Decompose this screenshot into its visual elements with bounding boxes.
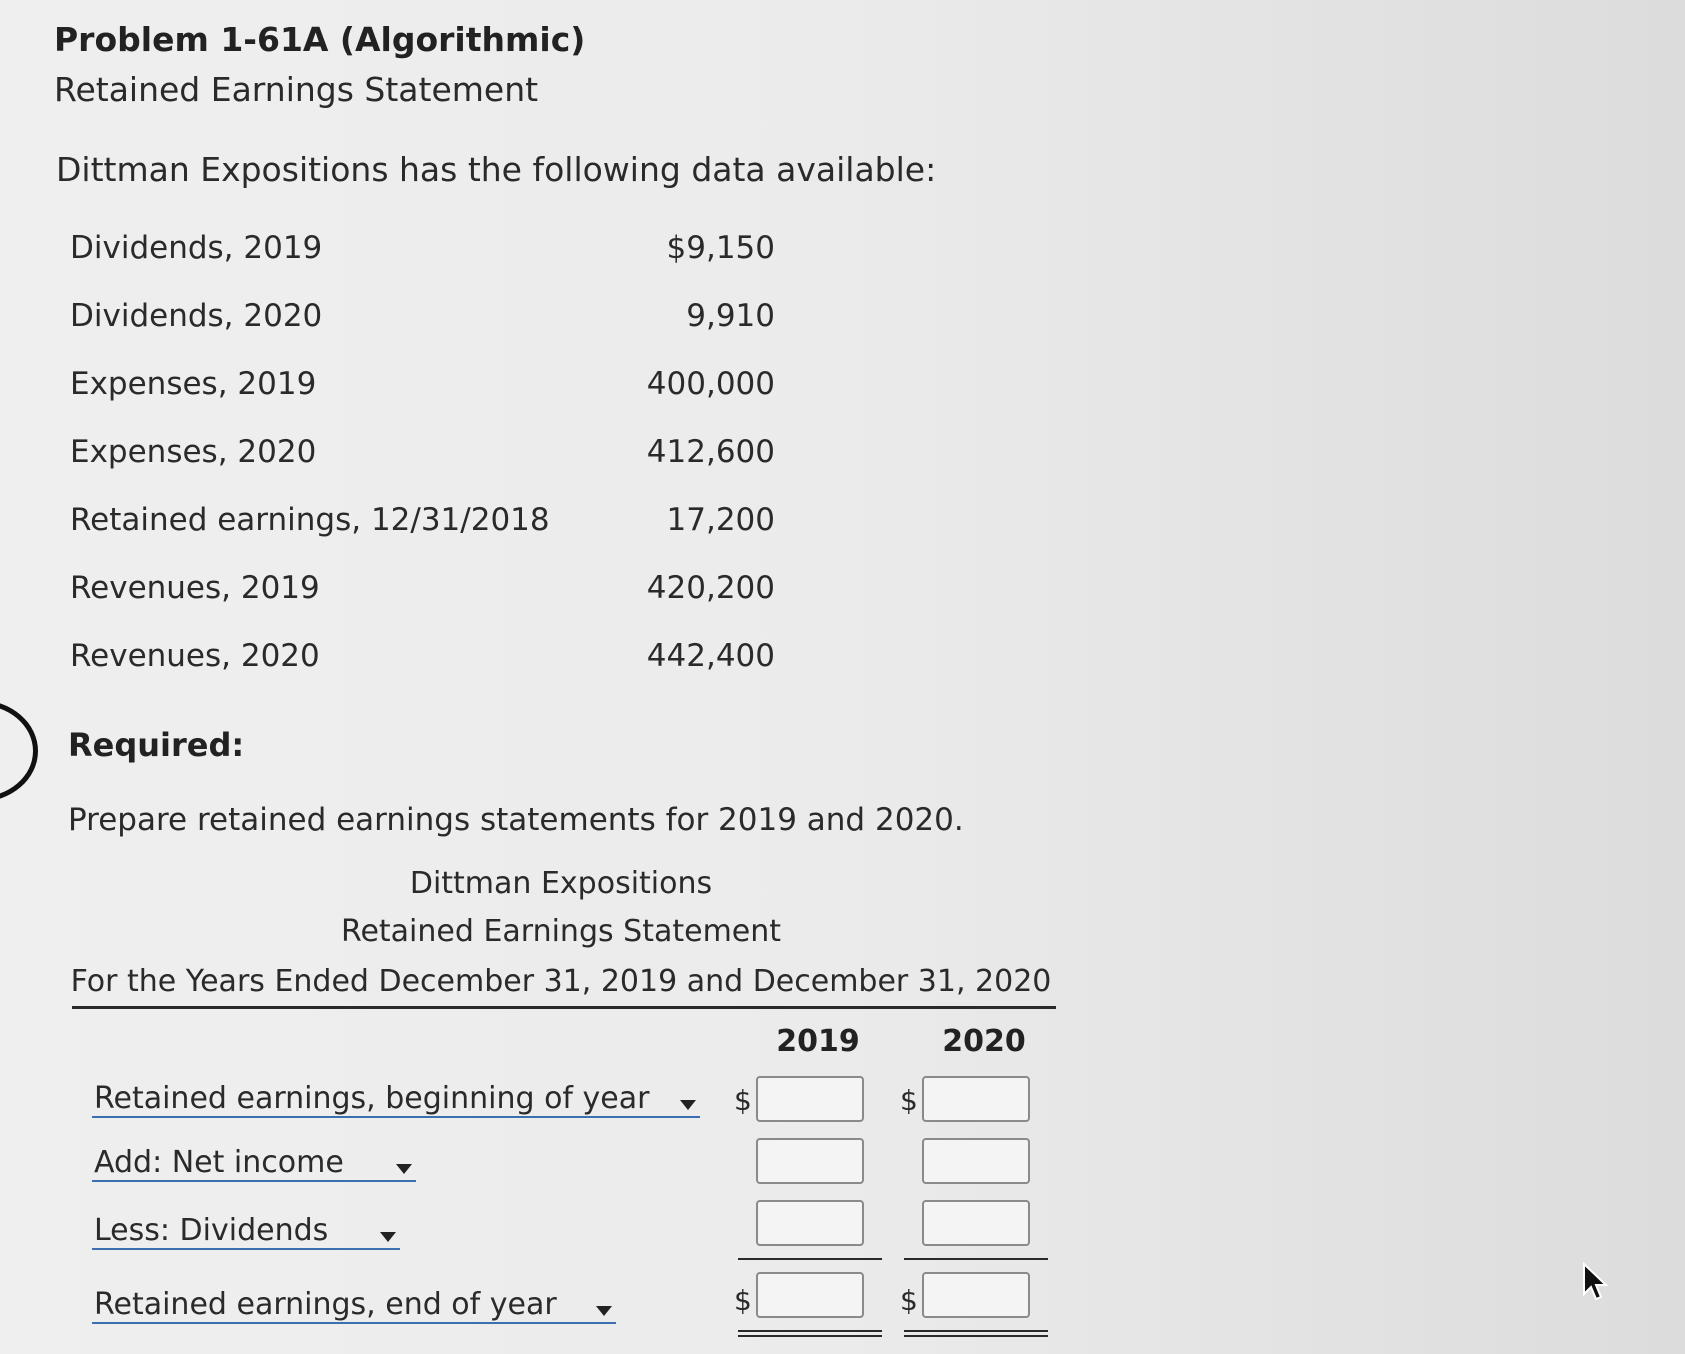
amount-input[interactable] xyxy=(756,1138,864,1184)
amount-input[interactable] xyxy=(756,1200,864,1246)
data-row xyxy=(70,570,775,610)
row-label-text: Retained earnings, end of year xyxy=(94,1287,557,1322)
mouse-pointer-icon xyxy=(1582,1262,1608,1302)
row-label-select[interactable] xyxy=(92,1214,400,1250)
dollar-sign: $ xyxy=(900,1084,918,1117)
chevron-down-icon xyxy=(680,1100,696,1110)
amount-input[interactable] xyxy=(922,1272,1030,1318)
required-heading: Required: xyxy=(68,726,245,764)
row-label-text: Less: Dividends xyxy=(94,1213,329,1248)
column-header-2019: 2019 xyxy=(776,1024,860,1059)
data-value: 420,200 xyxy=(646,570,775,606)
data-value: 17,200 xyxy=(666,502,775,538)
data-row xyxy=(70,502,775,542)
row-label-select[interactable] xyxy=(92,1146,416,1182)
data-label: Expenses, 2020 xyxy=(70,434,317,470)
data-label: Revenues, 2020 xyxy=(70,638,320,674)
row-label-text: Retained earnings, beginning of year xyxy=(94,1081,650,1116)
amount-input[interactable] xyxy=(756,1076,864,1122)
chevron-down-icon xyxy=(396,1164,412,1174)
problem-title: Problem 1-61A (Algorithmic) xyxy=(54,20,586,59)
dollar-sign: $ xyxy=(734,1284,752,1317)
row-label-select[interactable] xyxy=(92,1082,700,1118)
data-value: $9,150 xyxy=(666,230,775,266)
row-label-select[interactable] xyxy=(92,1288,616,1324)
statement-header-rule xyxy=(72,1006,1056,1009)
data-row xyxy=(70,230,775,270)
required-instruction: Prepare retained earnings statements for 2019 and 2020. xyxy=(68,802,964,838)
dollar-sign: $ xyxy=(900,1284,918,1317)
amount-input[interactable] xyxy=(922,1138,1030,1184)
problem-subtitle: Retained Earnings Statement xyxy=(54,70,539,109)
total-double-rule xyxy=(738,1335,882,1337)
amount-input[interactable] xyxy=(756,1272,864,1318)
pen-circle-mark xyxy=(0,700,38,802)
data-label: Retained earnings, 12/31/2018 xyxy=(70,502,550,538)
statement-period: For the Years Ended December 31, 2019 and December 31, 2020 xyxy=(70,964,1052,999)
subtotal-rule xyxy=(904,1258,1048,1260)
subtotal-rule xyxy=(738,1258,882,1260)
data-value: 442,400 xyxy=(646,638,775,674)
total-double-rule xyxy=(904,1335,1048,1337)
dollar-sign: $ xyxy=(734,1084,752,1117)
data-label: Dividends, 2020 xyxy=(70,298,323,334)
statement-company: Dittman Expositions xyxy=(409,866,713,901)
data-row xyxy=(70,434,775,474)
row-label-text: Add: Net income xyxy=(94,1145,344,1180)
data-value: 400,000 xyxy=(646,366,775,402)
amount-input[interactable] xyxy=(922,1200,1030,1246)
amount-input[interactable] xyxy=(922,1076,1030,1122)
data-value: 412,600 xyxy=(646,434,775,470)
total-double-rule xyxy=(738,1330,882,1332)
data-label: Expenses, 2019 xyxy=(70,366,317,402)
data-value: 9,910 xyxy=(686,298,775,334)
data-row xyxy=(70,298,775,338)
column-header-2020: 2020 xyxy=(942,1024,1026,1059)
data-label: Revenues, 2019 xyxy=(70,570,320,606)
intro-text: Dittman Expositions has the following data available: xyxy=(56,150,937,189)
data-row xyxy=(70,638,775,678)
statement-name: Retained Earnings Statement xyxy=(340,914,782,949)
data-label: Dividends, 2019 xyxy=(70,230,323,266)
chevron-down-icon xyxy=(380,1232,396,1242)
chevron-down-icon xyxy=(596,1306,612,1316)
data-row xyxy=(70,366,775,406)
total-double-rule xyxy=(904,1330,1048,1332)
